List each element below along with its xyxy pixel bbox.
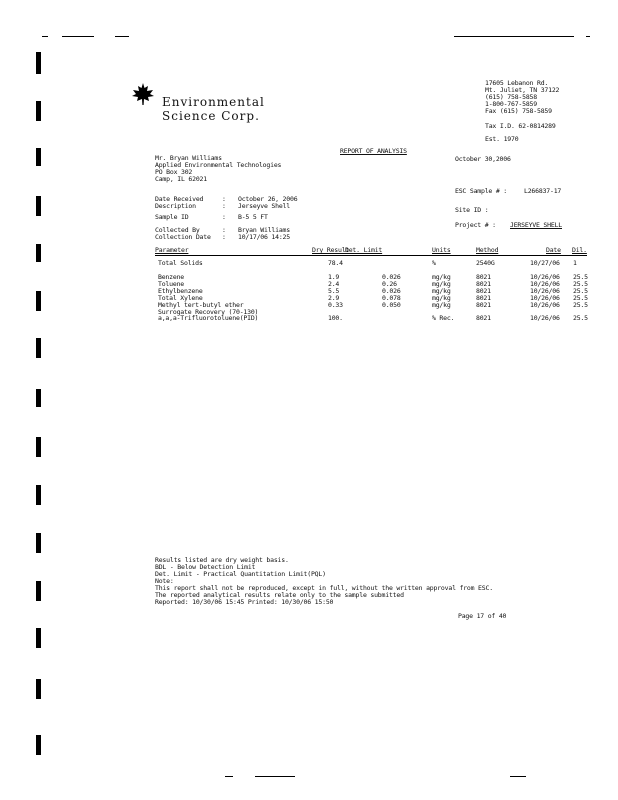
cell-method: 8021 (476, 301, 491, 309)
report-title: REPORT OF ANALYSIS (340, 147, 407, 155)
address-line: Mt. Juliet, TN 37122 (485, 86, 560, 94)
note-line: BDL - Below Detection Limit (155, 563, 256, 571)
note-line: Results listed are dry weight basis. (155, 556, 289, 564)
established: Est. 1970 (485, 135, 519, 143)
col-header-dil: Dil. (572, 246, 587, 254)
sample-id-label: Sample ID (155, 213, 189, 221)
binding-punch-mark (36, 244, 41, 262)
cell-parameter: Total Xylene (158, 294, 203, 302)
date-received-value: October 26, 2006 (238, 195, 298, 203)
cell-result: 2.4 (328, 280, 340, 288)
cell-parameter: Benzene (158, 273, 184, 281)
cell-result: 5.5 (328, 287, 340, 295)
cell-limit: 0.078 (382, 294, 401, 302)
binding-punch-mark (36, 291, 41, 311)
page-number: Page 17 of 40 (458, 612, 507, 620)
address-line: 1-800-767-5859 (485, 100, 537, 108)
binding-punch-mark (36, 196, 41, 216)
cell-units: mg/kg (432, 287, 451, 295)
cell-units: mg/kg (432, 273, 451, 281)
description-value: Jerseyve Shell (238, 202, 290, 210)
cell-date: 10/26/06 (530, 273, 560, 281)
binding-punch-mark (36, 581, 41, 601)
cell-method: 8021 (476, 314, 491, 322)
binding-punch-mark (36, 148, 41, 166)
header-rule (155, 255, 587, 256)
binding-punch-mark (36, 338, 41, 358)
col-header-method: Method (476, 246, 499, 254)
cell-units: mg/kg (432, 301, 451, 309)
col-header-det-limit: Det. Limit (345, 246, 383, 254)
col-header-dry-result: Dry Result (312, 246, 350, 254)
cell-parameter: Total Solids (158, 259, 203, 267)
collected-by-label: Collected By (155, 226, 200, 234)
project-label: Project # : (455, 221, 496, 229)
cell-limit: 0.050 (382, 301, 401, 309)
binding-punch-mark (36, 485, 41, 505)
cell-dil: 25.5 (573, 314, 588, 322)
project-value: JERSEYVE SHELL (510, 221, 562, 229)
scan-mark (225, 776, 233, 777)
cell-limit: 0.26 (382, 280, 397, 288)
client-line: Mr. Bryan Williams (155, 154, 222, 162)
cell-date: 10/26/06 (530, 280, 560, 288)
cell-date: 10/26/06 (530, 294, 560, 302)
col-header-units: Units (432, 246, 451, 254)
scan-mark (115, 36, 129, 37)
binding-punch-mark (36, 101, 41, 121)
scan-mark (454, 36, 574, 37)
colon: : (222, 202, 226, 210)
col-header-date: Date (546, 246, 561, 254)
cell-parameter: Ethylbenzene (158, 287, 203, 295)
date-received-label: Date Received (155, 195, 204, 203)
collection-date-value: 10/17/06 14:25 (238, 233, 290, 241)
cell-method: 8021 (476, 273, 491, 281)
cell-result: 78.4 (328, 259, 343, 267)
binding-punch-mark (36, 533, 41, 553)
colon: : (222, 233, 226, 241)
cell-units: mg/kg (432, 280, 451, 288)
note-line: Note: (155, 577, 174, 585)
collection-date-label: Collection Date (155, 233, 211, 241)
cell-method: 8021 (476, 294, 491, 302)
colon: : (222, 213, 226, 221)
address-line: 17605 Lebanon Rd. (485, 79, 549, 87)
cell-parameter: Toluene (158, 280, 184, 288)
cell-method: 2540G (476, 259, 495, 267)
colon: : (222, 195, 226, 203)
esc-sample-label: ESC Sample # : (455, 187, 507, 195)
binding-punch-mark (36, 735, 41, 755)
cell-dil: 25.5 (573, 280, 588, 288)
cell-date: 10/27/06 (530, 259, 560, 267)
cell-units: % (432, 259, 436, 267)
collected-by-value: Bryan Williams (238, 226, 290, 234)
address-line: Fax (615) 758-5859 (485, 107, 552, 115)
description-label: Description (155, 202, 196, 210)
address-line: (615) 758-5858 (485, 93, 537, 101)
scan-mark (586, 36, 590, 37)
footer-notes (155, 557, 493, 606)
cell-dil: 25.5 (573, 287, 588, 295)
cell-dil: 25.5 (573, 273, 588, 281)
cell-date: 10/26/06 (530, 314, 560, 322)
binding-punch-mark (36, 628, 41, 648)
note-line: Reported: 10/30/06 15:45 Printed: 10/30/06 15:50 (155, 598, 334, 606)
sample-id-value: B-5 5 FT (238, 213, 268, 221)
cell-result: 1.9 (328, 273, 340, 281)
cell-date: 10/26/06 (530, 301, 560, 309)
cell-result: 100. (328, 314, 343, 322)
scan-mark (255, 776, 295, 777)
maple-leaf-logo-icon (131, 82, 155, 106)
site-id-label: Site ID : (455, 206, 489, 214)
cell-dil: 25.5 (573, 294, 588, 302)
esc-sample-value: L266837-17 (524, 187, 562, 195)
note-line: The reported analytical results relate only to the sample submitted (155, 591, 404, 599)
cell-method: 8021 (476, 287, 491, 295)
client-line: Camp, IL 62021 (155, 175, 207, 183)
binding-punch-mark (36, 679, 41, 699)
scan-mark (62, 36, 94, 37)
client-line: PO Box 302 (155, 168, 193, 176)
binding-punch-mark (36, 389, 41, 407)
col-header-parameter: Parameter (155, 246, 189, 254)
report-date: October 30,2006 (455, 155, 511, 163)
binding-punch-mark (36, 52, 41, 74)
company-address (485, 80, 559, 115)
cell-method: 8021 (476, 280, 491, 288)
colon: : (222, 226, 226, 234)
company-name-line2: Science Corp. (162, 109, 260, 123)
client-line: Applied Environmental Technologies (155, 161, 282, 169)
cell-units: mg/kg (432, 294, 451, 302)
cell-date: 10/26/06 (530, 287, 560, 295)
cell-dil: 25.5 (573, 301, 588, 309)
client-address (155, 155, 281, 183)
cell-result: 2.9 (328, 294, 340, 302)
cell-parameter: Surrogate Recovery (70-130) (158, 308, 259, 316)
company-name-line1: Environmental (162, 95, 265, 109)
note-line: Det. Limit - Practical Quantitation Limit(PQL) (155, 570, 326, 578)
cell-parameter: a,a,a-Trifluorotoluene(PID) (158, 314, 259, 322)
cell-units: % Rec. (432, 314, 455, 322)
scan-mark (510, 776, 526, 777)
cell-result: 0.33 (328, 301, 343, 309)
cell-limit: 0.026 (382, 287, 401, 295)
tax-id: Tax I.D. 62-0814289 (485, 122, 556, 130)
cell-parameter: Methyl tert-butyl ether (158, 301, 244, 309)
binding-punch-mark (36, 437, 41, 457)
cell-limit: 0.026 (382, 273, 401, 281)
scan-mark (42, 36, 48, 37)
note-line: This report shall not be reproduced, except in full, without the written approval from ESC. (155, 584, 493, 592)
cell-dil: 1 (573, 259, 577, 267)
